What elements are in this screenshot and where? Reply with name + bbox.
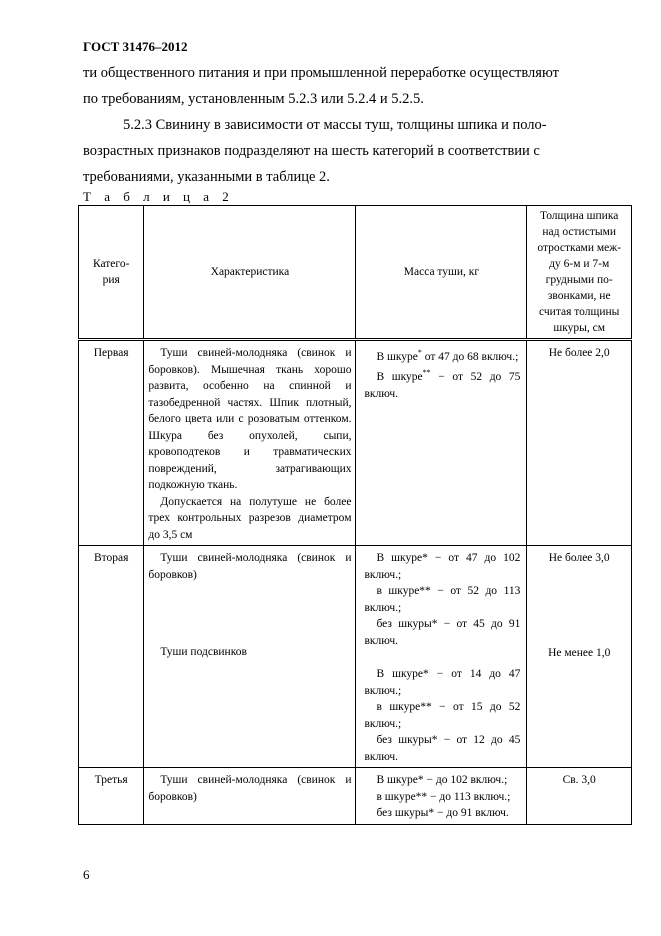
mass-line: без шкуры* − от 12 до 45 включ.	[364, 734, 521, 763]
header-mass: Масса туши, кг	[356, 206, 527, 340]
category-cell: Вторая	[79, 546, 144, 768]
header-thickness-line: Толщина шпика	[540, 210, 619, 222]
thickness-value: Не более 3,0	[548, 552, 610, 564]
mass-text: В шкуре	[376, 371, 423, 384]
paragraph-line: 5.2.3 Свинину в зависимости от массы туш, толщины шпика и поло-	[123, 117, 547, 133]
header-characteristic: Характеристика	[144, 206, 356, 340]
page-number: 6	[83, 867, 90, 882]
mass-line: В шкуре* − до 102 включ.;	[376, 774, 508, 786]
characteristic-cell	[144, 768, 356, 825]
header-thickness-line: шкуры, см	[553, 322, 606, 334]
header-thickness	[527, 206, 632, 340]
pork-category-table	[78, 205, 632, 825]
mass-cell	[356, 340, 527, 546]
table-header-row	[79, 206, 632, 340]
header-thickness-line: считая толщины	[539, 306, 620, 318]
table-row-second	[79, 546, 632, 768]
thickness-value: Не менее 1,0	[548, 646, 611, 659]
table-row-first	[79, 340, 632, 546]
paragraph-line: возрастных признаков подразделяют на шесть категорий в соответствии с	[83, 143, 540, 159]
mass-line	[364, 345, 520, 365]
header-thickness-line: ду 6-м и 7-м	[549, 258, 610, 270]
mass-text: В шкуре	[376, 350, 418, 363]
header-category-line: Катего-	[92, 257, 130, 270]
thickness-cell: Св. 3,0	[527, 768, 632, 825]
mass-line: в шкуре** − от 15 до 52 включ.;	[364, 701, 521, 730]
category-cell: Третья	[79, 768, 144, 825]
paragraph-line: ти общественного питания и при промышленной переработке осуществляют	[83, 65, 559, 81]
mass-line: В шкуре* − от 47 до 102 включ.;	[364, 552, 521, 581]
footnote-mark: *	[417, 348, 422, 357]
table-caption: Т а б л и ц а 2	[83, 189, 234, 204]
mass-line: без шкуры* − до 91 включ.	[376, 807, 509, 819]
header-thickness-line: над остистыми	[542, 226, 616, 238]
header-category	[79, 206, 144, 340]
characteristic-cell	[144, 340, 356, 546]
document-header: ГОСТ 31476–2012	[83, 39, 188, 54]
characteristic-text: Туши свиней-молодняка (свинок и боровков)	[148, 552, 352, 581]
mass-line	[364, 365, 520, 402]
characteristic-text: Туши свиней-молодняка (свинок и боровков). Мышечная ткань хорошо развита, особенно на спинной и тазобедренной частях. Шпик плотный, белого цвета или с розоватым оттенком. Шкура без опухолей, сыпи, кровоподтеков и травматических повреждений, затрагивающих подкожную ткань.	[148, 347, 352, 491]
header-thickness-line: отростками меж-	[537, 242, 622, 254]
category-cell: Первая	[79, 340, 144, 546]
characteristic-text: Туши подсвинков	[160, 646, 247, 658]
characteristic-cell	[144, 546, 356, 768]
paragraph-line: по требованиям, установленным 5.2.3 или 5.2.4 и 5.2.5.	[83, 91, 424, 107]
mass-cell	[356, 768, 527, 825]
mass-line: В шкуре* − от 14 до 47 включ.;	[364, 668, 521, 697]
header-thickness-line: звонками, не	[547, 290, 611, 302]
mass-cell	[356, 546, 527, 768]
paragraph-intro	[83, 60, 600, 112]
mass-text: − от 52 до 75 включ.	[364, 371, 521, 400]
characteristic-text: Допускается на полутуше не более трех контрольных разрезов диаметром до 3,5 см	[148, 495, 352, 541]
footnote-mark: **	[422, 368, 431, 378]
mass-line: в шкуре** − от 52 до 113 включ.;	[364, 585, 521, 614]
paragraph-5-2-3	[83, 112, 600, 190]
mass-text: от 47 до 68 включ.;	[421, 350, 519, 363]
thickness-cell: Не более 2,0	[527, 340, 632, 546]
mass-line: в шкуре** − до 113 включ.;	[376, 790, 511, 803]
mass-line: без шкуры* − от 45 до 91 включ.	[364, 618, 521, 647]
table-row-third	[79, 768, 632, 825]
header-category-line: рия	[102, 274, 120, 286]
header-thickness-line: грудными по-	[545, 274, 613, 286]
paragraph-line: требованиями, указанными в таблице 2.	[83, 169, 330, 185]
characteristic-text: Туши свиней-молодняка (свинок и боровков)	[148, 774, 352, 803]
thickness-cell	[527, 546, 632, 768]
